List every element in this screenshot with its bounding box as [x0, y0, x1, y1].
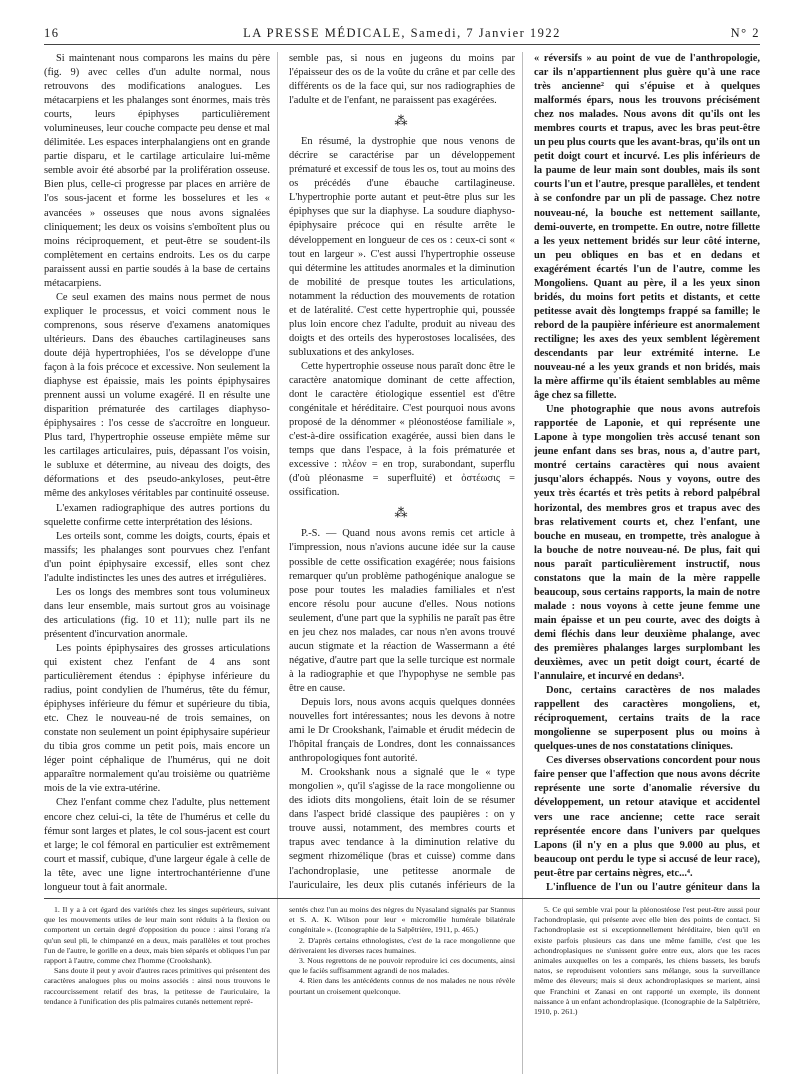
- footnotes-column-3: [534, 905, 760, 1075]
- paragraph: Depuis lors, nous avons acquis quelques données nouvelles fort intéressantes; nous les devons à notre ami le Dr Crookshank, l'aimable et érudit médecin de l'hôpital français de Londres, dont les connaissances anthropologiques font autorité.: [289, 696, 515, 765]
- paragraph: Les points épiphysaires des grosses articulations qui existent chez l'enfant de 4 ans sont particulièrement étendus : épiphyse inférieure du radius, point condylien de l'humérus, tête du fémur, épiphyses inférieure du fémur et supérieure du tibia, etc. Chez le nouveau-né de trois semaines, on constate non seulement un point épiphysaire supérieur du tibia gros comme un petit pois, mais encore un léger point céphalique de l'humérus, qui ne doit apparaître normalement qu'au troisième ou quatrième mois de la vie extra-utérine.: [44, 642, 270, 795]
- paragraph: semble pas, si nous en jugeons du moins par l'épaisseur des os de la voûte du crâne et par celle des différents os de la face qui, sur nos radiographies de l'adulte et de l'enfant, ne paraissent pas exagérées.: [289, 53, 515, 107]
- text-column-3: [534, 52, 760, 894]
- journal-title: LA PRESSE MÉDICALE, Samedi, 7 Janvier 1922: [243, 26, 561, 40]
- column-divider: [522, 52, 523, 1074]
- footnote: 2. D'après certains ethnologistes, c'est de la race mongolienne que dériveraient les diverses races humaines.: [289, 935, 515, 955]
- text-column-1: [44, 52, 270, 894]
- section-separator: ⁂: [394, 505, 410, 521]
- paragraph: Chez l'enfant comme chez l'adulte, plus nettement encore chez celui-ci, la tête de l'humérus et celle du fémur sont larges et plates, le col sous-jacent est court et large; le col fémoral en particulier est extrêmement court et massif, cubique, d'une largeur égale à celle de la tête, avec une ligne intertrochantérienne d'une longueur tout à fait anormale.: [44, 797, 270, 893]
- paragraph: Si maintenant nous comparons les mains du père (fig. 9) avec celles d'un adulte normal, nous retrouvons des modifications analogues. Les métacarpiens et les phalanges sont énormes, mais très courts, leurs épiphyses particulièrement volumineuses, leur couche compacte peu dense et mal délimitée. Les espaces interphalangiens ont en grande partie disparu, et le cartilage articulaire lui-même semble avoir été absorbé par la prolifération osseuse. Bien plus, celle-ci progresse par places en arrière de l'os sous-jacent et forme les bosselures et les « avancées » osseuses que nous avons signalées cliniquement; les deux os voisins s'emboîtent plus ou moins réciproquement, et peut-être se soudent-ils complètement en certains endroits. Les os du carpe paraissent aussi en partie soudés à la base de certains métacarpiens.: [44, 53, 270, 289]
- page-number: 16: [44, 26, 60, 40]
- column-divider: [277, 52, 278, 1074]
- footnotes-column-1: [44, 905, 270, 1075]
- paragraph: Ce seul examen des mains nous permet de nous expliquer le processus, et voici comment nous le comprenons, sous réserve d'examens anatomiques ultérieurs. Dans des ébauches cartilagineuses sans doute déjà hypertrophiées, l'os se développe d'une façon à la fois précoce et excessive. Non seulement la diaphyse est épaissie, mais les points épiphysaires prennent aussi un volume exagéré. Il en résulte une disparition prématurée des cartilages diaphyso-épiphysaires : l'os cesse de s'accroître en longueur. Plus tard, l'hypertrophie osseuse empiète même sur les cartilages articulaires, puis, dépassant l'os voisin, le subluxe et détermine, au niveau des doigts, des déformations et des pseudo-ankyloses, peut-être même des ankyloses véritables par continuité osseuse.: [44, 291, 270, 500]
- section-separator: ⁂: [394, 113, 410, 129]
- paragraph: Les os longs des membres sont tous volumineux dans leur ensemble, mais surtout gros au voisinage des articulations (fig. 10 et 11); nulle part ils ne présentent d'incurvation anormale.: [44, 586, 270, 640]
- paragraph: Ces diverses observations concordent pour nous faire penser que l'affection que nous avons décrite représente une sorte d'anomalie réversive du développement, un retour atavique et accidentel vers une race ancienne; cette race serait représentée encore dans l'univers par quelques Lapons (il n'y en a plus que 9.000 au plus, et beaucoup ont perdu le type si accusé de leur race), peut-être par certains nègres, etc...⁴.: [534, 755, 760, 879]
- footnote: 1. Il y a à cet égard des variétés chez les singes supérieurs, suivant que les mouvements utiles de leur main sont réduits à la flexion ou comportent un certain degré d'opposition du pouce : ainsi l'orang n'a qu'un seul pli, le chimpanzé en a deux, mais parallèles et tout proches l'un de l'autre, le gorille en a deux, mais bien séparés et obliques l'un par rapport à l'autre, comme chez l'homme (Crookshank).: [44, 905, 270, 966]
- footnote: sentés chez l'un au moins des nègres du Nyasaland signalés par Stannus et S. A. K. Wilson pour leur « micromélie humérale bilatérale congénitale ». (Iconographie de la Salpêtrière, 1911, p. 465.): [289, 905, 515, 935]
- paragraph: L'influence de l'un ou l'autre géniteur dans la: [546, 881, 760, 893]
- header-rule: [44, 44, 760, 45]
- paragraph: « réversifs » au point de vue de l'anthropologie, car ils n'appartiennent plus guère qu'à une race très ancienne² qui s'épuise et à quelques malformés épars, nous les trouvons précisément chez nos malades. Nous avons dit qu'ils ont les membres courts et trapus, avec les bras peut-être un peu plus courts que les avant-bras, qu'ils ont un petit doigt court et incurvé. Les plis inférieurs de la paume de leur main sont doubles, mais ils sont courts l'un et l'autre, presque parallèles, et tendent à se confondre par un pli de passage. Chez notre nouveau-né, la bouche est nettement saillante, demi-ouverte, en trompette. En outre, notre fillette a les yeux nettement bridés sur leur côté interne, un peu obliques en bas et en dedans et exagérément écartés l'un de l'autre, comme les Mongoliens. Quant au père, il a les yeux sinon bridés, du moins fort petits et distants, et cette petitesse avait dès longtemps frappé sa famille; le rebord de la paupière inférieure est anormalement rectiligne; les axes des yeux semblent légèrement descendants par leur extrémité interne. Le nouveau-né a les yeux grands et non bridés, mais la mère affirme qu'ils étaient semblables au même âge chez sa fillette.: [534, 53, 760, 402]
- paragraph: L'examen radiographique des autres portions du squelette confirme cette interprétation des lésions.: [44, 502, 270, 528]
- page-header: [44, 26, 760, 42]
- paragraph: M. Crookshank nous a signalé que le « type mongolien », qu'il s'agisse de la race mongolienne ou des idiots dits mongoliens, était loin de se résumer dans l'aspect bridé classique des paupières : on y trouve aussi, notamment, des membres courts et trapus avec tendance à la diminution relative du segment rhizomélique (bras et cuisse) comme dans l'achondroplasie, une petitesse anormale de l'auriculaire, les deux plis cutanés inférieurs de la: [289, 767, 515, 891]
- paragraph: P.-S. — Quand nous avons remis cet article à l'impression, nous n'avions aucune idée sur la cause possible de cette ossification exagérée; nous faisions remarquer qu'un problème pathogénique analogue se pose pour toutes les maladies familiales et n'est encore résolu pour aucune d'elles. Nous notions seulement, d'une part que la syphilis ne paraît pas être en jeu chez nos malades, car nous n'en avons trouvé aucun stigmate et la réaction de Wassermann a été négative, d'autre part que la selle turcique est normale à la radiographie et que l'hypophyse ne semble pas être en cause.: [289, 528, 515, 694]
- footnote: 4. Rien dans les antécédents connus de nos malades ne nous révèle pourtant un croisement quelconque.: [289, 976, 515, 996]
- issue-number: N° 2: [730, 26, 760, 40]
- footnote-rule: [44, 898, 760, 899]
- text-column-2: [289, 52, 515, 894]
- paragraph: Cette hypertrophie osseuse nous paraît donc être le caractère anatomique dominant de cette affection, dont le caractère étiologique essentiel est d'être congénitale et héréditaire. C'est pourquoi nous avons proposé de la dénommer « pléonostéose familiale », c'est-à-dire ossification exagérée, aussi bien dans le temps que dans l'espace, à la fois prématurée et excessive : πλέον = en trop, surabondant, superflu (d'où pléonasme = superfluité) et ὀστέωσις = ossification.: [289, 360, 515, 499]
- footnote: Sans doute il peut y avoir d'autres races primitives qui présentent des caractères analogues plus ou moins associés : ainsi nous trouvons le raccourcissement relatif des bras, la petitesse de l'auriculaire, la tendance à l'unification des plis palmaires cutanés nettement repré-: [44, 966, 270, 1006]
- footnotes-column-2: [289, 905, 515, 1075]
- paragraph: Donc, certains caractères de nos malades rappellent des caractères mongoliens, et, réciproquement, certains traits de la race mongolienne se superposent plus ou moins à quelques-unes de nos constatations cliniques.: [534, 685, 760, 753]
- paragraph: Une photographie que nous avons autrefois rapportée de Laponie, et qui représente une Lapone à type mongolien très accusé tenant son jeune enfant dans ses bras, nous a, d'autre part, montré certains caractères qui nous avaient jusqu'alors échappés. Nous y voyons, outre des yeux très écartés et très petits à rebord palpébral horizontal, des membres gros et trapus avec des bras relativement courts et, chez l'enfant, une bouche en museau, en trompette, très analogue à la bouche de notre nouveau-né. De plus, fait qui nous paraît particulièrement instructif, nous constatons que la main de la mère rappelle beaucoup, sous certains rapports, la main de notre malade : nous voyons à cette jeune femme une main épaisse et un peu courte, avec des doigts à demi fléchis dans leur deuxième phalange, avec des premières phalanges larges surplombant les deuxièmes, avec un petit doigt court, écarté de l'annulaire, et incurvé en dedans³.: [534, 404, 760, 683]
- footnote: 3. Nous regrettons de ne pouvoir reproduire ici ces documents, ainsi que le faciès suffisamment agrandi de nos malades.: [289, 956, 515, 976]
- footnote: 5. Ce qui semble vrai pour la pléonostéose l'est peut-être aussi pour l'achondroplasie, qui présente avec elle bien des points de contact. Si l'achondroplasie est si exceptionnellement héréditaire, bien qu'il en existe parfois plusieurs cas dans une même famille, c'est que les achondroplasiques ne s'unissent guère entre eux, alors que les races animales auxquelles on les a comparés, les chiens bassets, les bœufs natos, se reproduisent volontiers sans mélange, sous la surveillance même des éleveurs; mais si deux achondroplasiques se marient, ainsi que Franchini et Zanasi en ont rapporté un exemple, ils donnent naissance à un enfant achondroplasique. (Iconographie de la Salpêtrière, 1910, p. 261.): [534, 905, 760, 1017]
- paragraph: Les orteils sont, comme les doigts, courts, épais et massifs; les phalanges sont pourvues chez l'enfant d'un point épiphysaire excessif, elles sont chez l'adulte indistinctes les unes des autres et irrégulières.: [44, 530, 270, 584]
- paragraph: En résumé, la dystrophie que nous venons de décrire se caractérise par un développement prématuré et excessif de tous les os, tout au moins des os précédés d'une ébauche cartilagineuse. L'hypertrophie porte autant et peut-être plus sur les épiphyses que sur la diaphyse. La soudure diaphyso-épiphysaire précoce qui en résulte arrête le développement en longueur de ces os : ceux-ci sont « tout en largeur ». C'est aussi l'hypertrophie osseuse qui détermine les attitudes anormales et la diminution de mobilité de presque toutes les articulations, notamment la réduction des mouvements de rotation et de latéralité. C'est cette hypertrophie qui, poussée plus loin encore chez l'adulte, produit au niveau des doigts et des orteils des hyperostoses localisées, des subluxations et des ankyloses.: [289, 136, 515, 358]
